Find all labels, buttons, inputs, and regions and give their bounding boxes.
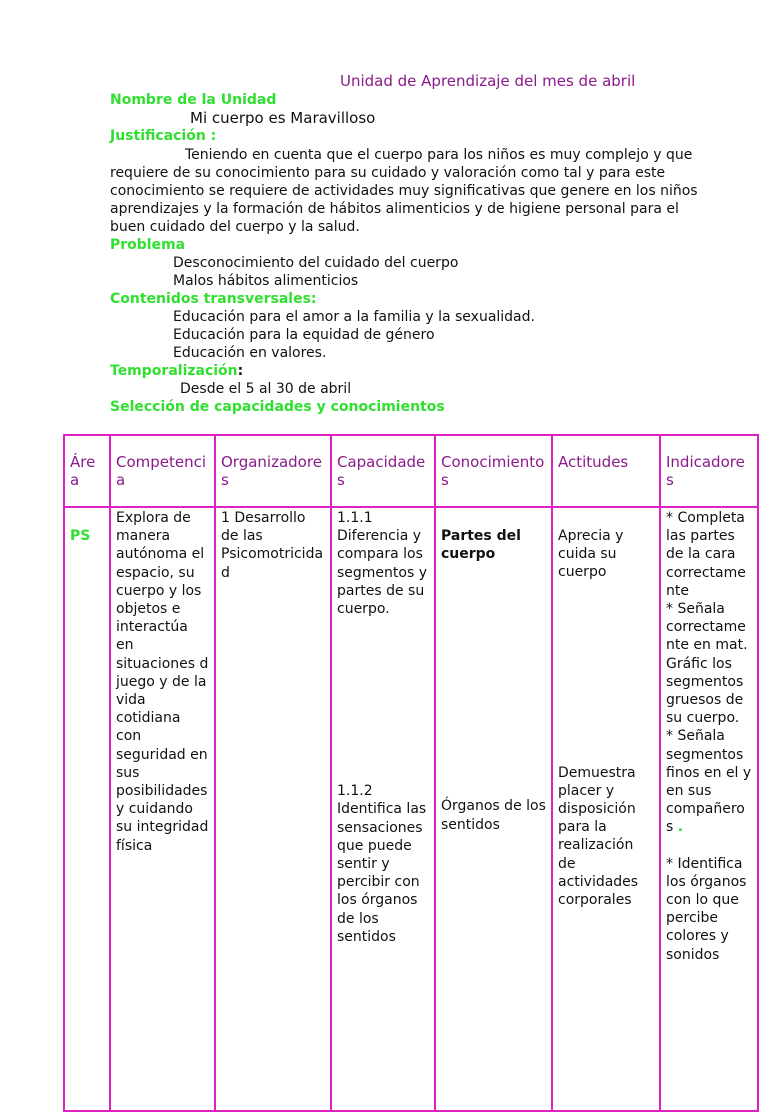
indicador-3: Gráfic los segmentos gruesos de su cuerpo. bbox=[666, 655, 744, 727]
cell-organizador: 1 Desarrollo de las Psicomotricidad bbox=[215, 507, 331, 1111]
indicador-5: * Identifica los órganos con lo que percibe colores y sonidos bbox=[666, 855, 747, 963]
transversal-item: Educación para el amor a la familia y la sexualidad. bbox=[173, 309, 535, 325]
indicador-4-dot: . bbox=[677, 819, 684, 836]
problem-item: Malos hábitos alimenticios bbox=[173, 273, 359, 289]
cell-competencia: Explora de manera autónoma el espacio, su cuerpo y los objetos e interactúa en situaciones d juego y de la vida cotidiana con seguridad en sus posibilidades y cuidando su integridad física bbox=[110, 507, 215, 1111]
cell-capacidades bbox=[331, 507, 435, 1111]
indicador-4-wrap bbox=[666, 727, 752, 836]
cell-indicadores bbox=[660, 507, 758, 1111]
header-competencia: Competencia bbox=[110, 435, 215, 507]
header-indicadores: Indicadores bbox=[660, 435, 758, 507]
justification-label: Justificación : bbox=[110, 128, 217, 144]
indicador-4: * Señala segmentos finos en el y en sus compañeros bbox=[666, 728, 752, 836]
header-capacidades: Capacidades bbox=[331, 435, 435, 507]
header-area: Área bbox=[64, 435, 110, 507]
capacidad-2: 1.1.2 Identifica las sensaciones que puede sentir y percibir con los órganos de los sentidos bbox=[337, 783, 427, 945]
competencies-table bbox=[63, 434, 759, 1112]
unit-name-label: Nombre de la Unidad bbox=[110, 92, 277, 108]
cell-area bbox=[64, 507, 110, 1111]
cell-actitudes bbox=[552, 507, 660, 1111]
conocimiento-2: Órganos de los sentidos bbox=[441, 798, 546, 833]
problem-item: Desconocimiento del cuidado del cuerpo bbox=[173, 255, 459, 271]
transversal-label: Contenidos transversales: bbox=[110, 291, 317, 307]
timing-label-wrap bbox=[110, 362, 243, 380]
transversal-item: Educación en valores. bbox=[173, 345, 327, 361]
conocimiento-1: Partes del cuerpo bbox=[441, 528, 521, 563]
header-conocimientos: Conocimientos bbox=[435, 435, 552, 507]
header-organizadores: Organizadores bbox=[215, 435, 331, 507]
area-code: PS bbox=[70, 528, 91, 544]
actitud-2: Demuestra placer y disposición para la realización de actividades corporales bbox=[558, 764, 639, 909]
timing-value: Desde el 5 al 30 de abril bbox=[180, 381, 352, 397]
page-title: Unidad de Aprendizaje del mes de abril bbox=[340, 72, 636, 90]
transversal-item: Educación para la equidad de género bbox=[173, 327, 435, 343]
header-actitudes: Actitudes bbox=[552, 435, 660, 507]
indicador-1: * Completa las partes de la cara correctamente bbox=[666, 510, 746, 599]
justification-text: Teniendo en cuenta que el cuerpo para los niños es muy complejo y que requiere de su conocimiento para su cuidado y valoración como tal y para este conocimiento se requiere de actividades muy significativas que genere en los niños aprendizajes y la formación de hábitos alimenticios y de higiene personal para el buen cuidado del cuerpo y la salud. bbox=[110, 147, 698, 235]
timing-colon: : bbox=[237, 363, 244, 379]
timing-label: Temporalización bbox=[110, 363, 238, 379]
table-row bbox=[64, 507, 758, 1111]
unit-name-value: Mi cuerpo es Maravilloso bbox=[190, 109, 376, 127]
selection-title: Selección de capacidades y conocimientos bbox=[110, 399, 445, 415]
capacidad-1: 1.1.1 Diferencia y compara los segmentos y partes de su cuerpo. bbox=[337, 510, 428, 618]
problem-label: Problema bbox=[110, 237, 186, 253]
cell-conocimientos bbox=[435, 507, 552, 1111]
table-header-row bbox=[64, 435, 758, 507]
indicador-2: * Señala correctamente en mat. bbox=[666, 601, 748, 654]
actitud-1: Aprecia y cuida su cuerpo bbox=[558, 528, 624, 581]
